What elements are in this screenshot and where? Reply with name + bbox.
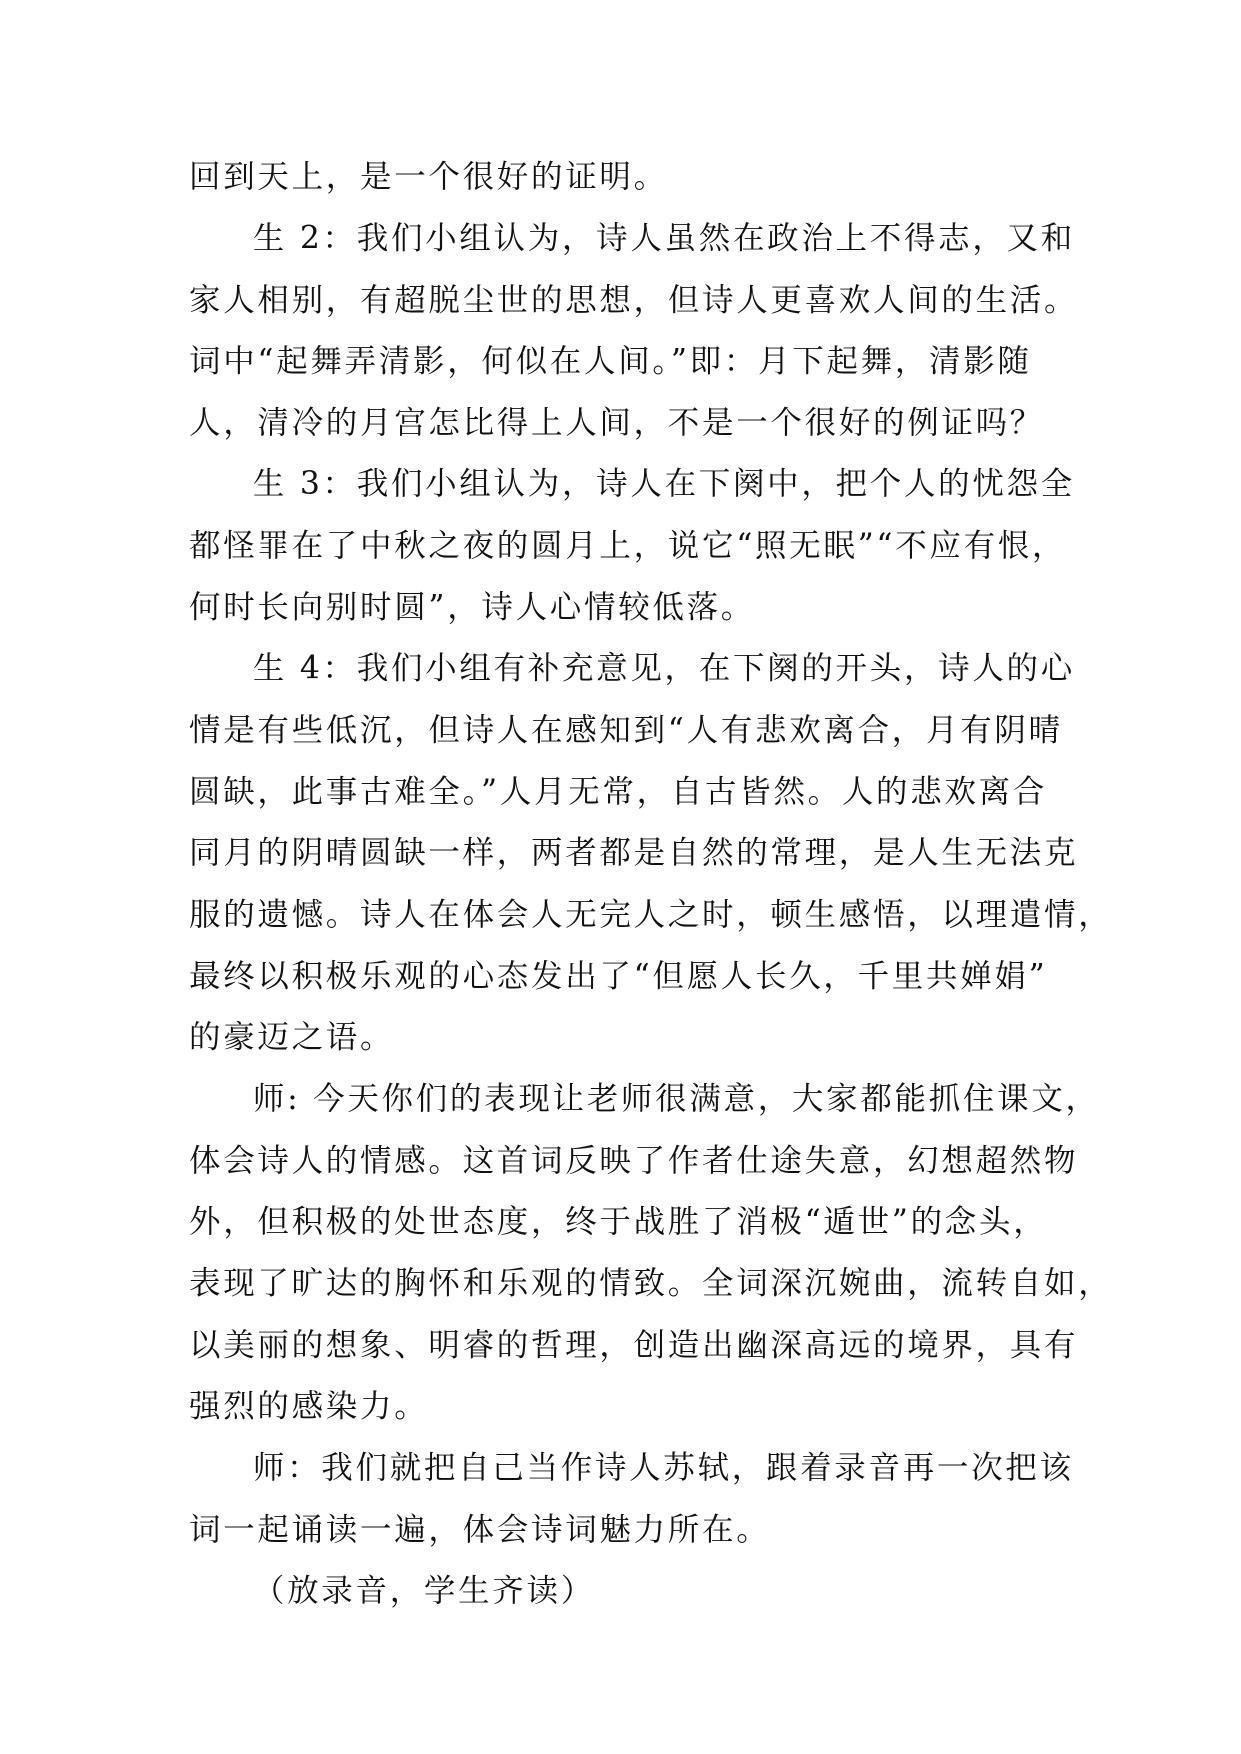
text-line: （放录音，学生齐读）: [252, 1573, 595, 1610]
text-line: 回到天上，是一个很好的证明。: [189, 159, 668, 196]
text-line: 生 2：我们小组认为，诗人虽然在政治上不得志，又和: [252, 220, 1075, 257]
text-line: 生 4：我们小组有补充意见，在下阕的开头，诗人的心: [252, 651, 1075, 688]
document-body: [189, 147, 1113, 1622]
text-line: 师: 今天你们的表现让老师很满意，大家都能抓住课文，: [252, 1081, 1100, 1118]
text-line: 家人相别，有超脱尘世的思想，但诗人更喜欢人间的生活。: [189, 282, 1079, 319]
paragraph-student-2: [189, 208, 1079, 454]
text-line: 的豪迈之语。: [189, 1019, 395, 1056]
text-line: 词中“起舞弄清影，何似在人间。”即：月下起舞，清影随: [189, 343, 1032, 380]
text-line: 体会诗人的情感。这首词反映了作者仕途失意，幻想超然物: [189, 1142, 1079, 1179]
text-line: 强烈的感染力。: [189, 1388, 429, 1425]
paragraph-teacher-1: [189, 1069, 1113, 1438]
paragraph-student-3: [189, 454, 1075, 638]
paragraph-stage-direction: [189, 1560, 1060, 1621]
text-line: 圆缺，此事古难全。”人月无常，自古皆然。人的悲欢离合: [189, 773, 1048, 810]
text-line: 以美丽的想象、明睿的哲理，创造出幽深高远的境界，具有: [189, 1327, 1079, 1364]
text-line: 服的遗憾。诗人在体会人无完人之时，顿生感悟，以理遣情，: [189, 896, 1113, 933]
text-line: 最终以积极乐观的心态发出了“但愿人长久，千里共婵娟”: [189, 958, 1048, 995]
text-line: 何时长向别时圆”，诗人心情较低落。: [189, 589, 756, 626]
text-line: 外，但积极的处世态度，终于战胜了消极“遁世”的念头，: [189, 1204, 1048, 1241]
text-line: 情是有些低沉，但诗人在感知到“人有悲欢离合，月有阴晴: [189, 712, 1063, 749]
paragraph-continuation: [189, 147, 1060, 208]
text-line: 词一起诵读一遍，体会诗词魅力所在。: [189, 1511, 771, 1548]
text-line: 同月的阴晴圆缺一样，两者都是自然的常理，是人生无法克: [189, 835, 1079, 872]
text-line: 生 3：我们小组认为，诗人在下阕中，把个人的忧怨全: [252, 466, 1075, 503]
text-line: 人，清冷的月宫怎比得上人间，不是一个很好的例证吗？: [189, 405, 1045, 442]
paragraph-student-4: [189, 638, 1113, 1068]
text-line: 师：我们就把自己当作诗人苏轼，跟着录音再一次把该: [252, 1450, 1074, 1487]
paragraph-teacher-2: [189, 1438, 1074, 1561]
text-line: 表现了旷达的胸怀和乐观的情致。全词深沉婉曲，流转自如，: [189, 1265, 1113, 1302]
text-line: 都怪罪在了中秋之夜的圆月上，说它“照无眠”“不应有恨，: [189, 528, 1067, 565]
